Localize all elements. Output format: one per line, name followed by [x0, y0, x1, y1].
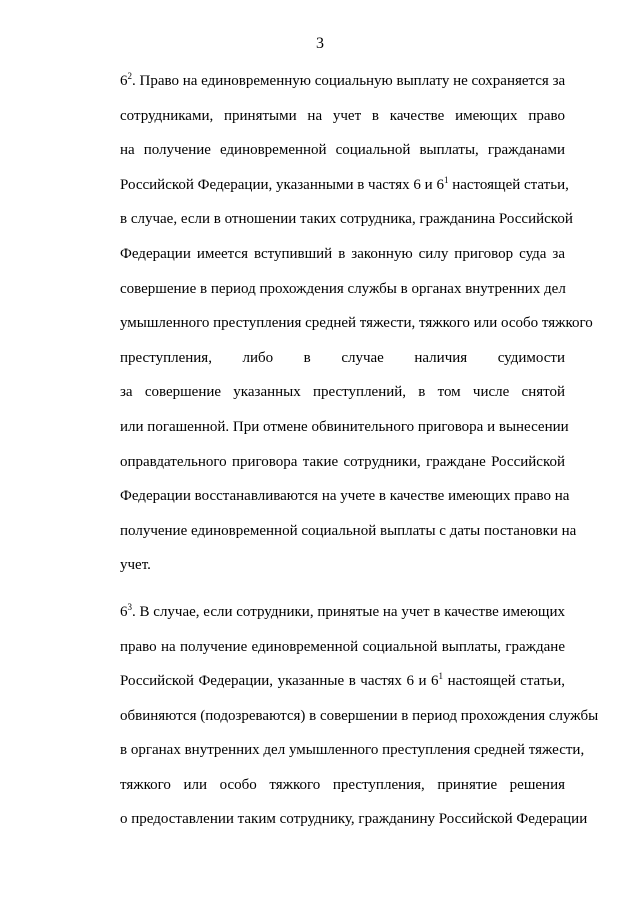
text-line: совершение в период прохождения службы в органах внутренних дел [120, 280, 566, 297]
paragraph-6-3 [78, 595, 599, 837]
text-line: или погашенной. При отмене обвинительного приговора и вынесении [120, 418, 569, 435]
text-line: тяжкого или особо тяжкого преступления, принятие решения [120, 776, 565, 793]
text-line: учет. [120, 557, 151, 574]
text-line: $6^2$. Право на единовременную социальную выплату не сохраняется за [120, 71, 566, 89]
text-line: в случае, если в отношении таких сотрудника, гражданина Российской [120, 211, 573, 228]
page-number: 3 [316, 35, 324, 52]
part-number-superscript: 1 [443, 174, 449, 185]
text-line: $6^3$. В случае, если сотрудники, принятые на учет в качестве имеющих [120, 601, 565, 620]
text-line: получение единовременной социальной выплаты с даты постановки на [120, 522, 577, 539]
text-line: за совершение указанных преступлений, в том числе снятой [120, 384, 565, 401]
text-line: Федерации восстанавливаются на учете в качестве имеющих право на [120, 488, 570, 505]
text-line: оправдательного приговора такие сотрудники, граждане Российской [120, 453, 565, 470]
text-line: о предоставлении таким сотруднику, гражданину Российской Федерации [120, 811, 588, 828]
paragraph-number: 6 [120, 603, 128, 620]
paragraph-number: 6 [120, 73, 128, 89]
text-line: Российской Федерации, указанные в частях 6 и $6^1$ настоящей статьи, [120, 671, 565, 690]
text-line: в органах внутренних дел умышленного преступления средней тяжести, [120, 742, 585, 759]
text-line: преступления, либо в случае наличия судимости [120, 349, 565, 366]
document-body [78, 64, 599, 837]
part-number-superscript: 1 [438, 671, 444, 682]
text-line: право на получение единовременной социальной выплаты, граждане [120, 638, 565, 655]
text-line: обвиняются (подозреваются) в совершении в период прохождения службы [120, 707, 599, 724]
paragraph-number-superscript: 3 [127, 601, 132, 612]
paragraph-number-superscript: 2 [127, 71, 132, 81]
text-line: Федерации имеется вступивший в законную силу приговор суда за [120, 245, 565, 262]
paragraph-6-2 [78, 64, 593, 583]
text-line: на получение единовременной социальной выплаты, гражданами [120, 142, 565, 159]
text-line: Российской Федерации, указанными в частях 6 и $6^1$ настоящей статьи, [120, 174, 569, 193]
text-line: сотрудниками, принятыми на учет в качестве имеющих право [120, 107, 565, 124]
text-line: умышленного преступления средней тяжести, тяжкого или особо тяжкого [120, 315, 593, 332]
